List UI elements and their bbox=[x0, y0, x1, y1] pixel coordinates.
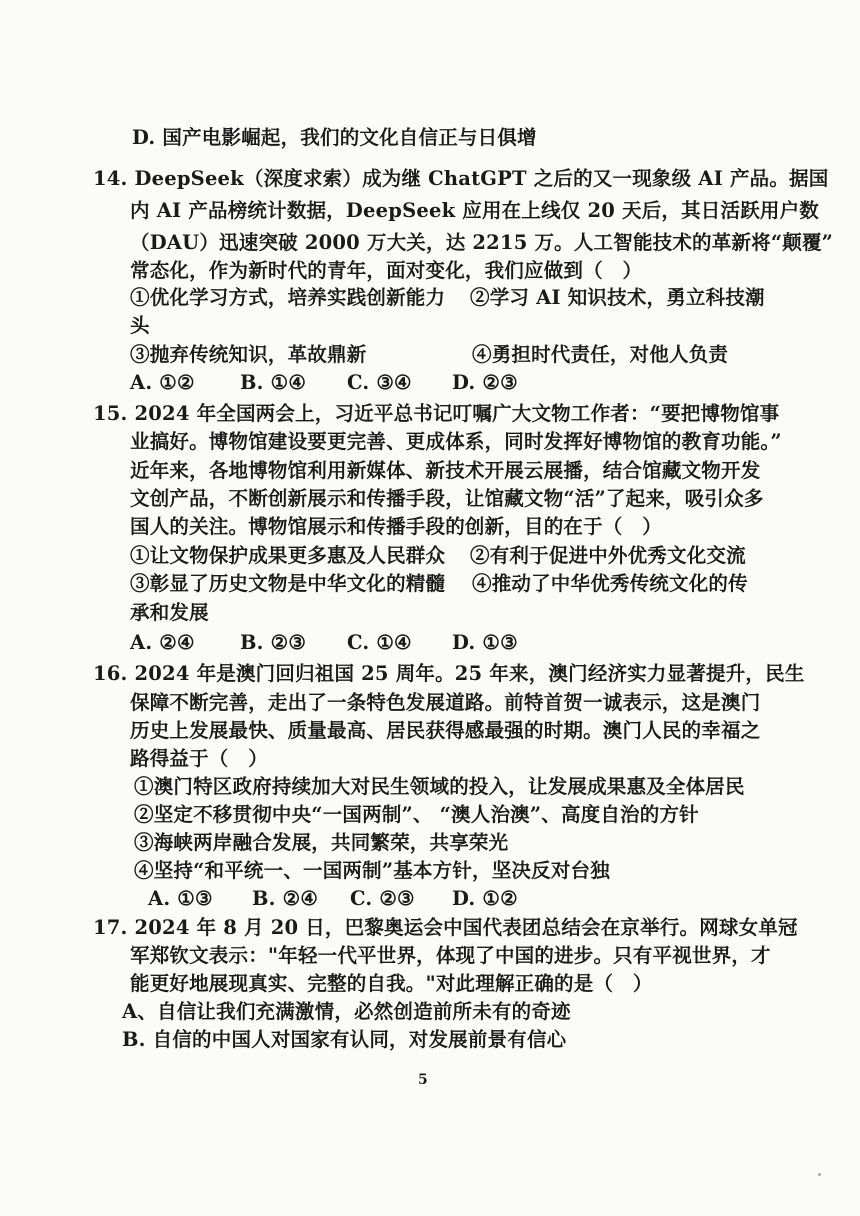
q15-stem-line-2: 业搞好。博物馆建设要更完善、更成体系，同时发挥好博物馆的教育功能。” bbox=[130, 430, 782, 453]
q17-option-b: B. 自信的中国人对国家有认同，对发展前景有信心 bbox=[122, 1028, 567, 1051]
q14-item-3: ③抛弃传统知识，革故鼎新 bbox=[130, 343, 367, 366]
q15-choice-d: D. ①③ bbox=[452, 631, 518, 654]
q16-stem-line-4: 路得益于（ ） bbox=[130, 747, 268, 770]
q13-option-d: D. 国产电影崛起，我们的文化自信正与日俱增 bbox=[132, 126, 537, 149]
q17-option-a: A、自信让我们充满激情，必然创造前所未有的奇迹 bbox=[122, 1000, 571, 1023]
q16-choice-d: D. ①② bbox=[452, 887, 518, 910]
scan-speck bbox=[818, 1173, 821, 1176]
q14-choice-d: D. ②③ bbox=[452, 371, 518, 394]
q17-stem-line-3: 能更好地展现真实、完整的自我。"对此理解正确的是（ ） bbox=[130, 972, 653, 995]
q16-stem-line-1: 16. 2024 年是澳门回归祖国 25 周年。25 年来，澳门经济实力显著提升，民生 bbox=[93, 662, 805, 685]
q17-stem-line-1: 17. 2024 年 8 月 20 日，巴黎奥运会中国代表团总结会在京举行。网球女单冠 bbox=[93, 916, 798, 939]
q14-choice-c: C. ③④ bbox=[347, 371, 412, 394]
q14-item-4: ④勇担时代责任，对他人负责 bbox=[472, 343, 729, 366]
q16-item-4: ④坚持“和平统一、一国两制”基本方针，坚决反对台独 bbox=[134, 859, 610, 882]
q15-stem-line-5: 国人的关注。博物馆展示和传播手段的创新，目的在于（ ） bbox=[130, 515, 662, 538]
q15-choice-b: B. ②③ bbox=[240, 631, 307, 654]
q14-stem-line-4: 常态化，作为新时代的青年，面对变化，我们应做到（ ） bbox=[130, 259, 643, 282]
q15-item-2: ②有利于促进中外优秀文化交流 bbox=[470, 544, 746, 567]
q16-stem-line-2: 保障不断完善，走出了一条特色发展道路。前特首贺一诚表示，这是澳门 bbox=[130, 691, 761, 714]
q15-item-4: ④推动了中华优秀传统文化的传 bbox=[472, 572, 748, 595]
page-number: 5 bbox=[418, 1072, 428, 1088]
q16-item-3: ③海峡两岸融合发展，共同繁荣，共享荣光 bbox=[134, 831, 509, 854]
q15-item-4-wrap: 承和发展 bbox=[130, 601, 209, 624]
q14-item-2: ②学习 AI 知识技术，勇立科技潮 bbox=[470, 286, 765, 309]
q14-choice-a: A. ①② bbox=[130, 371, 195, 394]
q14-stem-line-2: 内 AI 产品榜统计数据，DeepSeek 应用在上线仅 20 天后，其日活跃用户数 bbox=[130, 199, 819, 222]
q15-item-3: ③彰显了历史文物是中华文化的精髓 bbox=[130, 572, 446, 595]
q16-choice-a: A. ①③ bbox=[148, 887, 213, 910]
q16-choice-b: B. ②④ bbox=[252, 887, 319, 910]
q14-stem-line-1: 14. DeepSeek（深度求索）成为继 ChatGPT 之后的又一现象级 AI 产品。据国 bbox=[93, 167, 829, 190]
q14-item-1: ①优化学习方式，培养实践创新能力 bbox=[130, 286, 446, 309]
q15-choice-c: C. ①④ bbox=[347, 631, 412, 654]
q15-stem-line-4: 文创产品，不断创新展示和传播手段，让馆藏文物“活”了起来，吸引众多 bbox=[130, 487, 764, 510]
q16-choice-c: C. ②③ bbox=[350, 887, 415, 910]
q15-stem-line-3: 近年来，各地博物馆利用新媒体、新技术开展云展播，结合馆藏文物开发 bbox=[130, 459, 761, 482]
q15-stem-line-1: 15. 2024 年全国两会上，习近平总书记叮嘱广大文物工作者：“要把博物馆事 bbox=[93, 402, 780, 425]
q17-stem-line-2: 军郑钦文表示："年轻一代平世界，体现了中国的进步。只有平视世界，才 bbox=[130, 944, 771, 967]
q14-choice-b: B. ①④ bbox=[240, 371, 307, 394]
q16-item-2: ②坚定不移贯彻中央“一国两制”、 “澳人治澳”、高度自治的方针 bbox=[134, 803, 699, 826]
q14-item-2-wrap: 头 bbox=[130, 314, 150, 337]
q16-item-1: ①澳门特区政府持续加大对民生领域的投入，让发展成果惠及全体居民 bbox=[134, 775, 745, 798]
q16-stem-line-3: 历史上发展最快、质量最高、居民获得感最强的时期。澳门人民的幸福之 bbox=[130, 719, 761, 742]
q15-item-1: ①让文物保护成果更多惠及人民群众 bbox=[130, 544, 446, 567]
q15-choice-a: A. ②④ bbox=[130, 631, 195, 654]
q14-stem-line-3: （DAU）迅速突破 2000 万大关，达 2215 万。人工智能技术的革新将“颠覆” bbox=[130, 231, 834, 254]
